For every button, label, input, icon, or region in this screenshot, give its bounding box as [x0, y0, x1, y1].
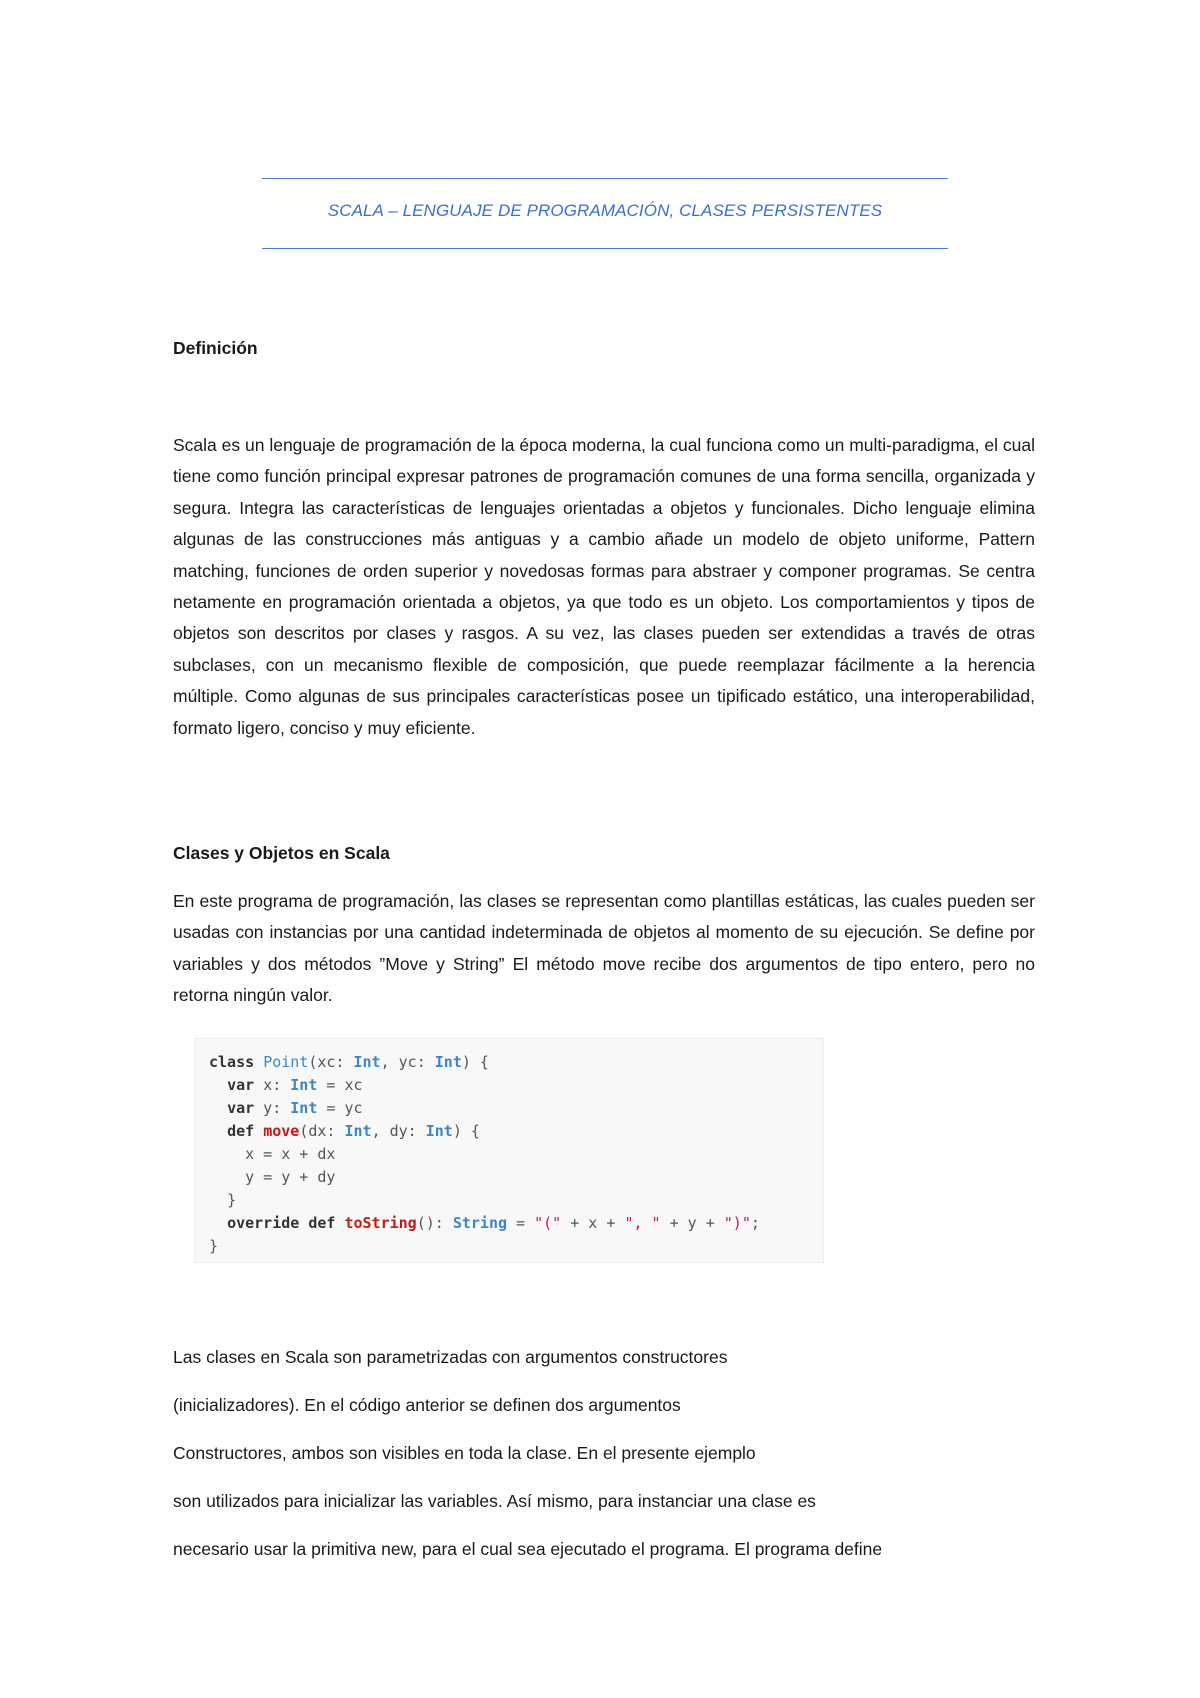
code-keyword: def — [308, 1214, 336, 1232]
title-rule-bottom — [262, 248, 948, 249]
code-function-name: move — [263, 1122, 300, 1140]
code-type: Int — [353, 1053, 381, 1071]
code-text: , dy: — [371, 1122, 426, 1140]
code-text: ) { — [452, 1122, 480, 1140]
code-string: ")" — [723, 1214, 751, 1232]
body-line: Las clases en Scala son parametrizadas con argumentos constructores — [173, 1347, 728, 1367]
body-line: necesario usar la primitiva new, para el cual sea ejecutado el programa. El programa define — [173, 1539, 883, 1559]
code-keyword: var — [227, 1076, 255, 1094]
body-line: son utilizados para inicializar las variables. Así mismo, para instanciar una clase es — [173, 1491, 816, 1511]
body-line: Constructores, ambos son visibles en toda la clase. En el presente ejemplo — [173, 1443, 756, 1463]
code-text: } — [227, 1191, 237, 1209]
clases-objetos-paragraph: En este programa de programación, las clases se representan como plantillas estáticas, las cuales pueden ser usadas con instancias por una cantidad indeterminada de objetos al momento de su ejecución. Se define por variables y dos métodos ”Move y String” El método move recibe dos argumentos de tipo entero, pero no retorna ningún valor. — [173, 891, 1035, 1006]
section-heading-definicion: Definición — [173, 338, 258, 358]
code-type: Int — [344, 1122, 372, 1140]
code-text: x = x + dx — [245, 1145, 336, 1163]
code-text: y = y + dy — [245, 1168, 336, 1186]
code-type: Int — [434, 1053, 462, 1071]
code-type: Int — [290, 1076, 318, 1094]
code-type: String — [452, 1214, 508, 1232]
code-text: = xc — [317, 1076, 363, 1094]
code-text: = — [507, 1214, 535, 1232]
code-type: Int — [425, 1122, 453, 1140]
body-line: (inicializadores). En el código anterior se definen dos argumentos — [173, 1395, 681, 1415]
code-text: ; — [750, 1214, 760, 1232]
code-keyword: override — [227, 1214, 300, 1232]
section-heading-clases-objetos: Clases y Objetos en Scala — [173, 843, 390, 863]
code-text: (): — [416, 1214, 453, 1232]
code-text: (xc: — [308, 1053, 354, 1071]
title-rule-top — [262, 178, 948, 179]
code-keyword: var — [227, 1099, 255, 1117]
code-block — [209, 1051, 760, 1258]
code-text: = yc — [317, 1099, 363, 1117]
code-function-name: toString — [344, 1214, 417, 1232]
code-keyword: def — [227, 1122, 255, 1140]
code-text: (dx: — [299, 1122, 345, 1140]
code-keyword: class — [209, 1053, 255, 1071]
code-class-name: Point — [263, 1053, 309, 1071]
code-text: + y + — [660, 1214, 724, 1232]
code-text: x: — [254, 1076, 291, 1094]
code-type: Int — [290, 1099, 318, 1117]
code-string: "(" — [534, 1214, 562, 1232]
code-string: ", " — [624, 1214, 661, 1232]
definicion-paragraph: Scala es un lenguaje de programación de la época moderna, la cual funciona como un multi-paradigma, el cual tiene como función principal expresar patrones de programación comunes de una forma sencilla, organizada y segura. Integra las características de lenguajes orientadas a objetos y funcionales. Dicho lenguaje elimina algunas de las construcciones más antiguas y a cambio añade un modelo de objeto uniforme, Pattern matching, funciones de orden superior y novedosas formas para abstraer y componer programas. Se centra netamente en programación orientada a objetos, ya que todo es un objeto. Los comportamientos y tipos de objetos son descritos por clases y rasgos. A su vez, las clases pueden ser extendidas a través de otras subclases, con un mecanismo flexible de composición, que puede reemplazar fácilmente a la herencia múltiple. Como algunas de sus principales características posee un tipificado estático, una interoperabilidad, formato ligero, conciso y muy eficiente. — [173, 435, 1035, 738]
code-snippet — [194, 1038, 824, 1263]
document-title: SCALA – LENGUAJE DE PROGRAMACIÓN, CLASES PERSISTENTES — [327, 201, 883, 220]
code-text: y: — [254, 1099, 291, 1117]
code-text: ) { — [461, 1053, 489, 1071]
code-text: + x + — [561, 1214, 625, 1232]
code-text: , yc: — [380, 1053, 435, 1071]
code-text: } — [209, 1237, 219, 1255]
